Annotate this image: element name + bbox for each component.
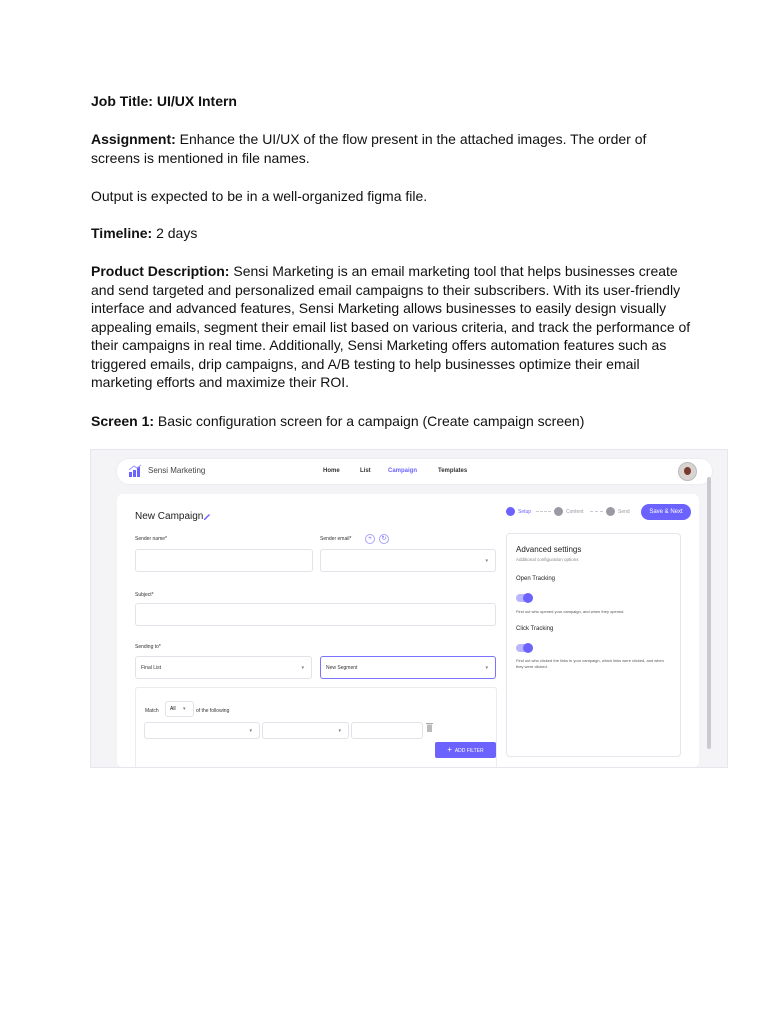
chevron-down-icon: ▾ [301, 665, 304, 671]
open-tracking-title: Open Tracking [516, 576, 556, 582]
segment-select-value: New Segment [326, 665, 358, 671]
click-tracking-title: Click Tracking [516, 626, 554, 632]
timeline-paragraph: Timeline: 2 days [91, 225, 198, 241]
brand-name: Sensi Marketing [148, 466, 206, 475]
open-tracking-desc: Find out who opened your campaign, and when they opened. [516, 609, 625, 614]
campaign-screenshot [90, 449, 728, 768]
filter-box [135, 687, 497, 768]
plus-icon: + [447, 745, 453, 754]
match-select[interactable]: All ▾ [165, 701, 194, 717]
add-icon[interactable]: + [365, 534, 375, 544]
nav-list[interactable]: List [360, 468, 371, 474]
chevron-down-icon: ▾ [485, 665, 488, 671]
match-label: Match [145, 708, 159, 714]
open-tracking-toggle[interactable] [516, 594, 533, 602]
output-paragraph: Output is expected to be in a well-organized figma file. [91, 188, 428, 204]
trash-icon[interactable] [426, 722, 433, 732]
nav-templates[interactable]: Templates [438, 468, 468, 474]
filter-field-select[interactable] [144, 722, 260, 739]
top-nav [117, 459, 712, 484]
logo-icon [128, 464, 142, 478]
scrollbar[interactable] [707, 477, 711, 749]
save-next-button[interactable]: Save & Next [641, 504, 691, 520]
product-description: Product Description: Sensi Marketing is an email marketing tool that helps businesses create and send targeted and personalized email campaigns to their subscribers. With its user-friendly interface and advanced features, Sensi Marketing allows businesses to easily design visually appealing emails, segment their email list based on various criteria, and track the performance of their campaigns in real time. Additionally, Sensi Marketing offers automation features such as triggered emails, drip campaigns, and A/B testing to help businesses optimize their email marketing efforts and maximize their ROI. [91, 263, 691, 390]
step-send-dot [606, 507, 615, 516]
sender-email-label: Sender email* [320, 536, 352, 542]
filter-operator-select[interactable] [262, 722, 349, 739]
advanced-title: Advanced settings [516, 545, 582, 554]
sending-to-label: Sending to* [135, 644, 161, 650]
add-filter-button[interactable]: + ADD FILTER [435, 742, 496, 758]
step-setup-dot [506, 507, 515, 516]
following-label: of the following [196, 708, 230, 714]
nav-campaign[interactable]: Campaign [388, 468, 418, 474]
refresh-icon[interactable]: ↻ [379, 534, 389, 544]
step-content-dot [554, 507, 563, 516]
list-select[interactable] [135, 656, 312, 679]
list-select-value: Final List [141, 665, 162, 671]
subject-label: Subject* [135, 592, 154, 598]
pencil-icon[interactable] [202, 511, 212, 521]
chevron-down-icon: ▾ [249, 728, 252, 734]
sender-name-input[interactable] [135, 549, 313, 572]
advanced-settings-panel [506, 533, 681, 757]
screen-caption: Screen 1: Basic configuration screen for a campaign (Create campaign screen) [91, 413, 585, 429]
chevron-down-icon: ▾ [183, 706, 186, 712]
chevron-down-icon: ▾ [338, 728, 341, 734]
subject-input[interactable] [135, 603, 496, 626]
step-setup[interactable]: Setup [518, 509, 532, 515]
advanced-subtitle: Additional configuration options [516, 557, 579, 562]
avatar[interactable] [678, 462, 697, 481]
campaign-form-card [117, 494, 699, 767]
sender-name-label: Sender name* [135, 536, 167, 542]
segment-select[interactable] [320, 656, 496, 679]
click-tracking-desc: Find out who clicked the links in your campaign, which links were clicked, and when they were clicked. [516, 658, 664, 669]
chevron-down-icon: ▾ [485, 558, 488, 564]
filter-value-input[interactable] [351, 722, 423, 739]
sender-email-select[interactable] [320, 549, 496, 572]
job-title: Job Title: UI/UX Intern [91, 93, 237, 109]
click-tracking-toggle[interactable] [516, 644, 533, 652]
step-send[interactable]: Send [618, 509, 630, 515]
nav-home[interactable]: Home [323, 468, 340, 474]
page-title: New Campaign [135, 511, 204, 522]
step-content[interactable]: Content [566, 509, 584, 515]
assignment-paragraph: Assignment: Enhance the UI/UX of the flow present in the attached images. The order of screens is mentioned in file names. [91, 131, 647, 166]
